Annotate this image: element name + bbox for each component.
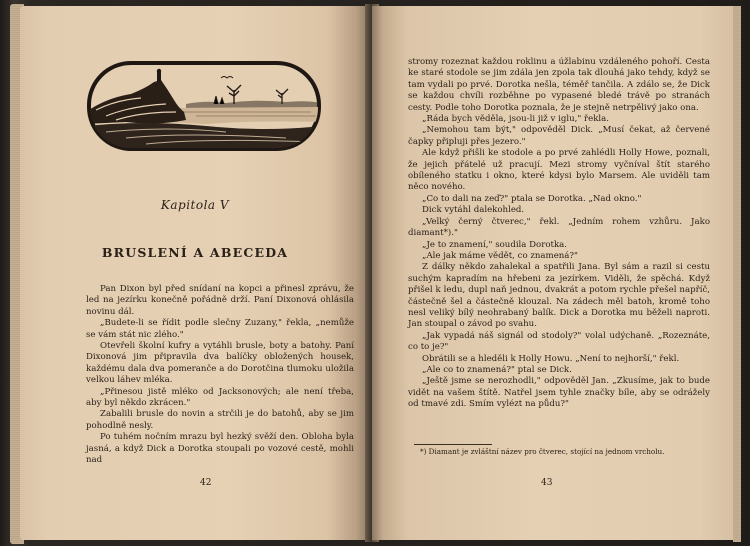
left-page — [20, 6, 370, 540]
chapter-number: Kapitola V — [160, 198, 230, 212]
footnote-rule — [414, 444, 492, 445]
paragraph: „Nemohou tam být," odpověděl Dick. „Musí čekat, až červené čapky připluji přes jezero." — [408, 125, 710, 147]
paragraph: Dick vytáhl dalekohled. — [422, 205, 525, 216]
paragraph: Pan Dixon byl před snídaní na kopci a přinesl zprávu, že led na jezírku konečně pořádně drží. Paní Dixonová ohlásila novinu dál. — [86, 284, 354, 317]
paragraph: „Ale jak máme vědět, co znamená?" — [422, 250, 578, 261]
paragraph: „Co to dali na zeď?" ptala se Dorotka. „Nad okno." — [422, 193, 642, 204]
paragraph: „Velký černý čtverec," řekl. „Jedním rohem vzhůru. Jako diamant*)." — [408, 216, 710, 239]
paragraph: „Budete-li se řídit podle slečny Zuzany," řekla, „nemůže se vám stát nic zlého." — [86, 318, 354, 340]
paragraph: „Ale co to znamená?" ptal se Dick. — [422, 364, 572, 375]
paragraph: „Je to znamení," soudila Dorotka. — [422, 239, 568, 250]
paragraph: Zabalili brusle do novin a strčili je do batohů, aby se jim pohodlně nesly. — [86, 409, 354, 431]
paragraph: Z dálky někdo zahalekal a spatřili Jana. Byl sám a razil si cestu suchým kapradím na hřebeni za jezírkem. Viděli, že spěchá. Když přišel k ledu, dupl naň jednou, dvakrát a potom rychle přešel napříč, částečně šel a částečně klouzal. Na zádech měl batoh, kromě toho nesl veliký bílý neohrabaný balík. Dick a Dorotka mu běželi naproti. Jan stoupal o závod po svahu. — [408, 262, 710, 330]
right-page — [372, 6, 736, 540]
paragraph: Po tuhém nočním mrazu byl hezký svěží den. Obloha byla jasná, a když Dick a Dorotka stoupali po vozové cestě, mohli nad — [86, 432, 354, 466]
paragraph: „Přinesou jistě mléko od Jacksonových; ale není třeba, aby byl někdo zkrácen." — [86, 386, 354, 409]
right-page-edges — [733, 6, 741, 542]
paragraph: stromy rozeznat každou roklinu a úžlabinu vzdáleného pohoří. Cesta ke staré stodole se jim zdála jen zpola tak dlouhá jako tehdy, když se tam vydali po prvé. Dorotka nešla, téměř tančila. A zdálo se, že Dick se každou chvíli rozběhne po vypasené bledé trávě po stranách cesty. Podle toho Dorotka poznala, že je stejně netrpělivý jako ona. — [408, 57, 710, 113]
paragraph: „Jak vypadá náš signál od stodoly?" volal udýchaně. „Rozeznáte, co to je?" — [408, 330, 710, 353]
right-page-body — [408, 57, 710, 411]
paragraph: Otevřeli školní kufry a vytáhli brusle, boty a batohy. Paní Dixonová jim připravila dva balíčky obložených housek, každému dala dva pomeranče a do Dorotčina tlumoku uložila velkou láhev mléka. — [86, 341, 354, 386]
footnote: *) Diamant je zvláštní název pro čtverec, stojící na jednom vrcholu. — [420, 447, 665, 456]
left-page-body — [86, 284, 354, 467]
paragraph: „Ráda bych věděla, jsou-li již v iglu," řekla. — [422, 114, 610, 125]
chapter-title: BRUSLENÍ A ABECEDA — [101, 245, 289, 260]
paragraph: Ale když přišli ke stodole a po prvé zahlédli Holly Howe, poznali, že jejich přátelé už pracují. Mezi stromy vyčníval štít starého obíleného statku i okno, které kdysi bylo Marsem. Ale uviděli tam něco nového. — [408, 148, 710, 193]
page-number-left: 42 — [200, 478, 212, 488]
paragraph: „Ještě jsme se nerozhodli," odpověděl Jan. „Zkusíme, jak to bude vidět na vašem štítě. Natřel jsem tyhle značky bíle, aby se odrážely od tmavé zdi. Smím vylézt na půdu?" — [408, 376, 710, 410]
paragraph: Obrátili se a hleděli k Holly Howu. „Není to nejhorší," řekl. — [422, 353, 680, 364]
winter-lake-landscape-illustration — [86, 60, 322, 152]
page-number-right: 43 — [541, 478, 553, 488]
